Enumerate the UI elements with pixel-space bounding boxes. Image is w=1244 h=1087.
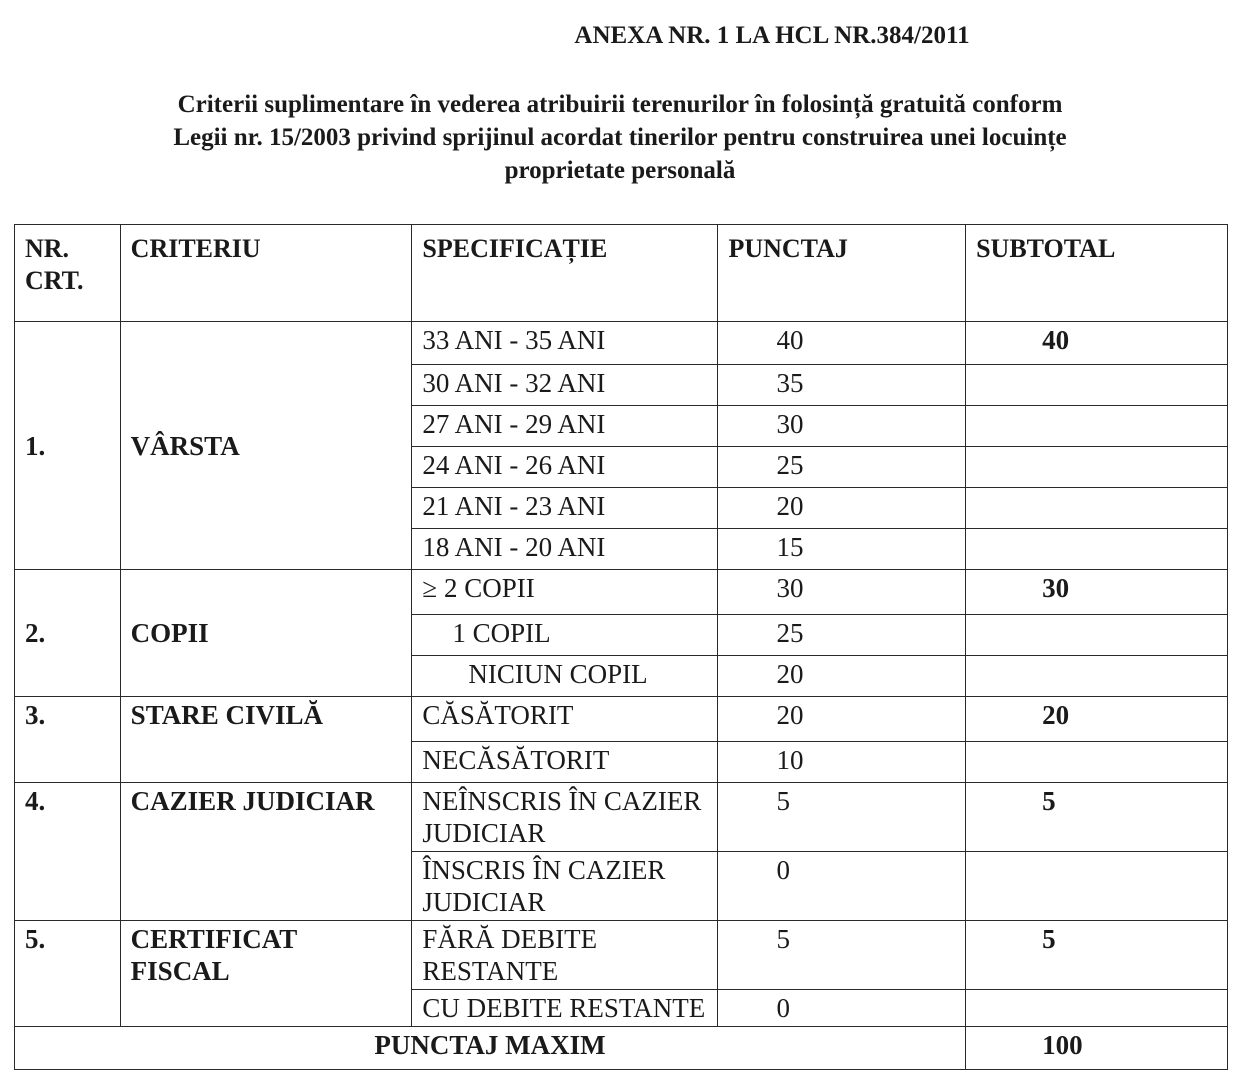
cell-punctaj: 5 (718, 783, 966, 852)
cell-specificatie: ≥ 2 COPII (412, 570, 718, 615)
cell-subtotal-empty (966, 447, 1228, 488)
cell-subtotal-empty (966, 852, 1228, 921)
table-footer-row (15, 1027, 1228, 1070)
cell-specificatie: NEÎNSCRIS ÎN CAZIER JUDICIAR (412, 783, 718, 852)
table-header-row (15, 225, 1228, 322)
cell-subtotal-empty (966, 406, 1228, 447)
cell-subtotal: 40 (966, 322, 1228, 365)
cell-nr: 4. (15, 783, 121, 921)
cell-punctaj: 20 (718, 656, 966, 697)
cell-subtotal-empty (966, 990, 1228, 1027)
document-subtitle (40, 88, 1200, 187)
cell-specificatie: CU DEBITE RESTANTE (412, 990, 718, 1027)
cell-punctaj: 30 (718, 406, 966, 447)
cell-nr: 3. (15, 697, 121, 783)
cell-specificatie: FĂRĂ DEBITE RESTANTE (412, 921, 718, 990)
cell-criteriu: STARE CIVILĂ (120, 697, 412, 783)
cell-punctaj: 0 (718, 852, 966, 921)
subtitle-line: Legii nr. 15/2003 privind sprijinul acordat tinerilor pentru construirea unei locuințe (173, 124, 1067, 151)
header-specificatie: SPECIFICAȚIE (412, 225, 718, 322)
cell-subtotal-empty (966, 365, 1228, 406)
cell-criteriu: CERTIFICAT FISCAL (120, 921, 412, 1027)
criteria-table (14, 224, 1228, 1070)
table-row (15, 697, 1228, 742)
cell-specificatie: CĂSĂTORIT (412, 697, 718, 742)
cell-punctaj: 20 (718, 697, 966, 742)
cell-specificatie: 27 ANI - 29 ANI (412, 406, 718, 447)
cell-specificatie: 33 ANI - 35 ANI (412, 322, 718, 365)
cell-criteriu: VÂRSTA (120, 322, 412, 570)
cell-specificatie: 30 ANI - 32 ANI (412, 365, 718, 406)
punctaj-maxim-value: 100 (966, 1027, 1228, 1070)
cell-punctaj: 25 (718, 447, 966, 488)
table-row (15, 783, 1228, 852)
cell-nr: 5. (15, 921, 121, 1027)
subtitle-line: Criterii suplimentare în vederea atribuirii terenurilor în folosință gratuită conform (177, 91, 1063, 118)
header-punctaj: PUNCTAJ (718, 225, 966, 322)
cell-specificatie: 1 COPIL (412, 615, 718, 656)
cell-punctaj: 20 (718, 488, 966, 529)
subtitle-line: proprietate personală (504, 157, 736, 184)
punctaj-maxim-label: PUNCTAJ MAXIM (15, 1027, 966, 1070)
table-row (15, 921, 1228, 990)
cell-punctaj: 10 (718, 742, 966, 783)
cell-specificatie: 24 ANI - 26 ANI (412, 447, 718, 488)
cell-subtotal: 5 (966, 783, 1228, 852)
cell-subtotal: 20 (966, 697, 1228, 742)
cell-punctaj: 40 (718, 322, 966, 365)
cell-punctaj: 5 (718, 921, 966, 990)
header-subtotal: SUBTOTAL (966, 225, 1228, 322)
cell-subtotal-empty (966, 488, 1228, 529)
cell-specificatie: NECĂSĂTORIT (412, 742, 718, 783)
cell-subtotal: 30 (966, 570, 1228, 615)
cell-subtotal-empty (966, 529, 1228, 570)
cell-punctaj: 15 (718, 529, 966, 570)
cell-subtotal: 5 (966, 921, 1228, 990)
cell-nr: 1. (15, 322, 121, 570)
cell-specificatie: 18 ANI - 20 ANI (412, 529, 718, 570)
cell-punctaj: 30 (718, 570, 966, 615)
table-row (15, 322, 1228, 365)
cell-subtotal-empty (966, 656, 1228, 697)
document-heading: ANEXA NR. 1 LA HCL NR.384/2011 (574, 22, 970, 49)
cell-punctaj: 25 (718, 615, 966, 656)
cell-criteriu: CAZIER JUDICIAR (120, 783, 412, 921)
cell-criteriu: COPII (120, 570, 412, 697)
header-criteriu: CRITERIU (120, 225, 412, 322)
cell-punctaj: 0 (718, 990, 966, 1027)
cell-specificatie: ÎNSCRIS ÎN CAZIER JUDICIAR (412, 852, 718, 921)
cell-specificatie: 21 ANI - 23 ANI (412, 488, 718, 529)
cell-subtotal-empty (966, 742, 1228, 783)
cell-specificatie: NICIUN COPIL (412, 656, 718, 697)
header-nr-crt: NR. CRT. (15, 225, 121, 322)
table-row (15, 570, 1228, 615)
cell-nr: 2. (15, 570, 121, 697)
cell-punctaj: 35 (718, 365, 966, 406)
cell-subtotal-empty (966, 615, 1228, 656)
